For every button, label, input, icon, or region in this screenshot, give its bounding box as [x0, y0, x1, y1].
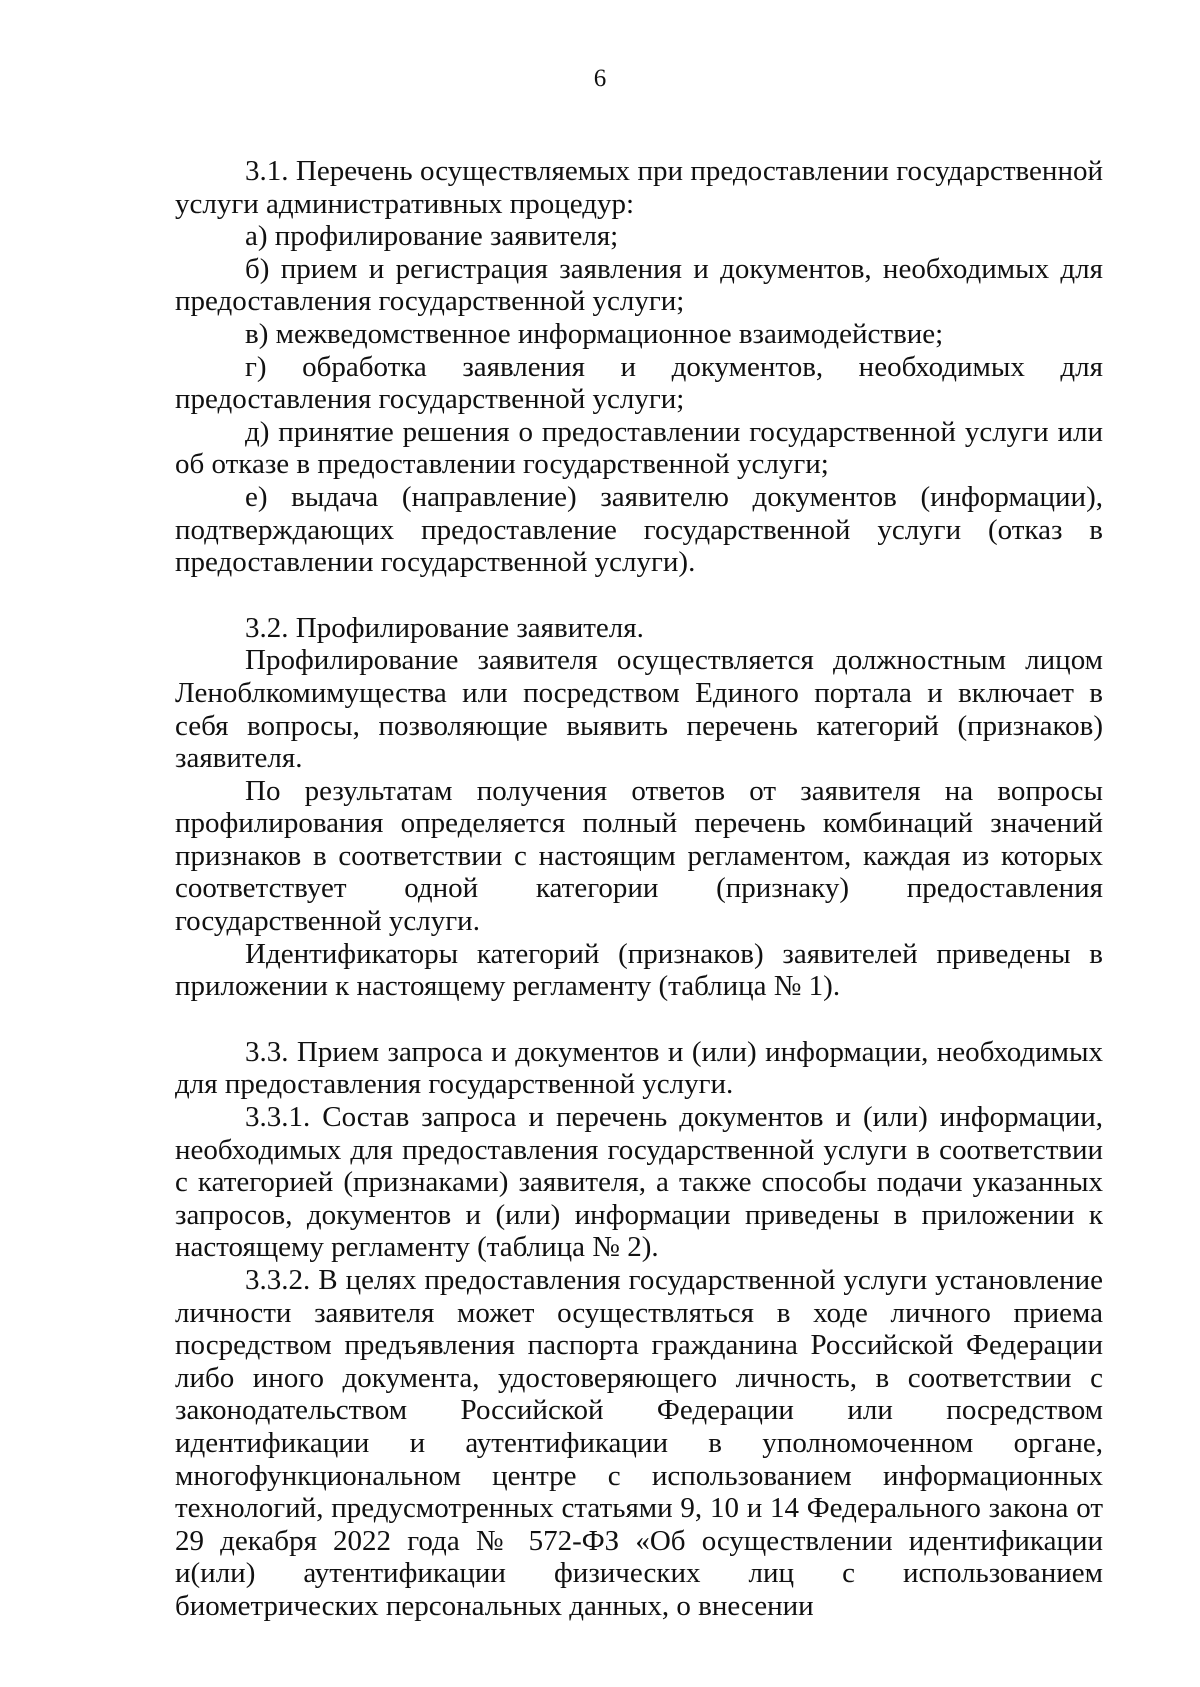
document-body — [175, 155, 1103, 1623]
section-3-3-1-paragraph: 3.3.1. Состав запроса и перечень документов и (или) информации, необходимых для предоставления государственной услуги в соответствии с категорией (признаками) заявителя, а также способы подачи указанных запросов, документов и (или) информации приведены в приложении к настоящему регламенту (таблица № 2). — [175, 1101, 1103, 1264]
list-item-a: а) профилирование заявителя; — [245, 220, 619, 253]
list-item-e: е) выдача (направление) заявителю документов (информации), подтверждающих предоставление государственной услуги (отказ в предоставлении государственной услуги). — [175, 480, 1103, 579]
list-item-v: в) межведомственное информационное взаимодействие; — [245, 317, 944, 350]
list-item-g: г) обработка заявления и документов, необходимых для предоставления государственной услуги; — [175, 350, 1103, 416]
list-item-d: д) принятие решения о предоставлении государственной услуги или об отказе в предоставлении государственной услуги; — [175, 415, 1103, 481]
section-3-2-paragraph-1: Профилирование заявителя осуществляется должностным лицом Леноблкомимущества или посредством Единого портала и включает в себя вопросы, позволяющие выявить перечень категорий (признаков) заявителя. — [175, 644, 1103, 775]
section-3-1-heading: 3.1. Перечень осуществляемых при предоставлении государственной услуги административных процедур: — [175, 155, 1103, 220]
page-number: 6 — [593, 65, 607, 92]
section-3-3-2-paragraph: 3.3.2. В целях предоставления государственной услуги установление личности заявителя может осуществляться в ходе личного приема посредством предъявления паспорта гражданина Российской Федерации либо иного документа, удостоверяющего личность, в соответствии с законодательством Российской Федерации или посредством идентификации и аутентификации в уполномоченном органе, многофункциональном центре с использованием информационных технологий, предусмотренных статьями 9, 10 и 14 Федерального закона от 29 декабря 2022 года № 572-ФЗ «Об осуществлении идентификации и(или) аутентификации физических лиц с использованием биометрических персональных данных, о внесении — [175, 1264, 1103, 1622]
list-item-b: б) прием и регистрация заявления и документов, необходимых для предоставления государственной услуги; — [175, 252, 1103, 318]
section-3-2-paragraph-2: По результатам получения ответов от заявителя на вопросы профилирования определяется полный перечень комбинаций значений признаков в соответствии с настоящим регламентом, каждая из которых соответствует одной категории (признаку) предоставления государственной услуги. — [175, 774, 1103, 938]
section-3-2-heading: 3.2. Профилирование заявителя. — [245, 611, 644, 644]
section-3-3-heading: 3.3. Прием запроса и документов и (или) информации, необходимых для предоставления государственной услуги. — [175, 1035, 1103, 1101]
section-3-2-paragraph-3: Идентификаторы категорий (признаков) заявителей приведены в приложении к настоящему регламенту (таблица № 1). — [175, 937, 1103, 1003]
